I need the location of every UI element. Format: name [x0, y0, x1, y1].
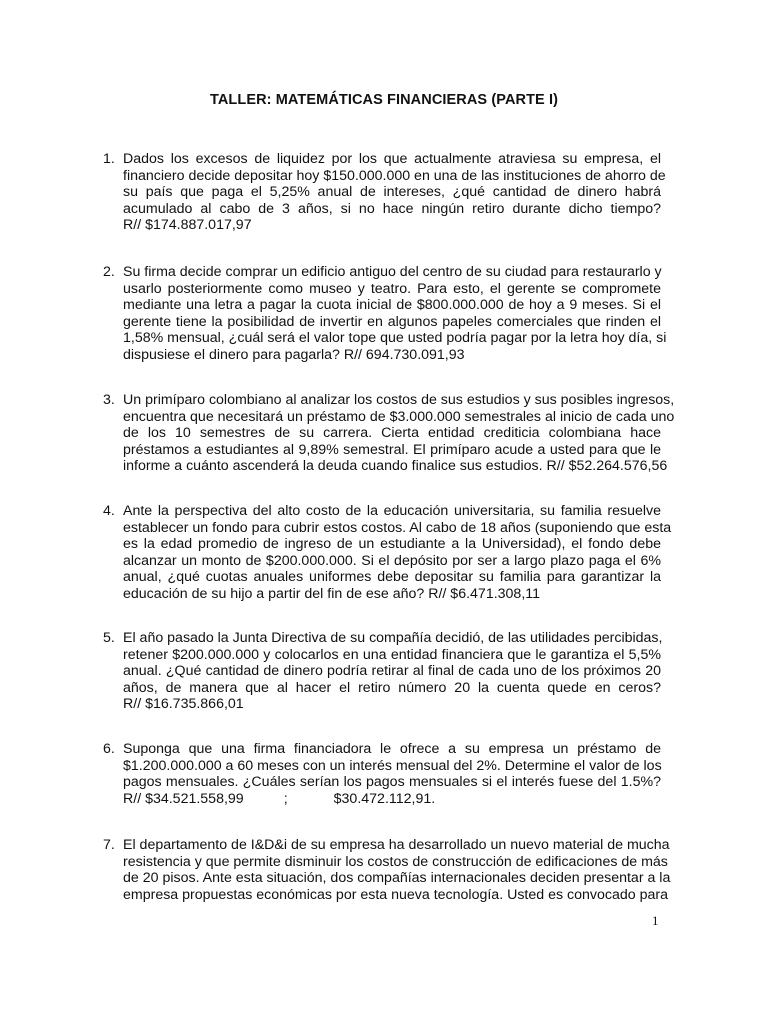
problem-1: [103, 151, 666, 234]
problem-line: El departamento de I&D&i de su empresa ha desarrollado un nuevo material de mucha: [123, 837, 670, 853]
problem-5: [103, 630, 661, 713]
answer-second: $30.472.112,91.: [333, 790, 436, 807]
problem-line: Dados los excesos de liquidez por los que actualmente atraviesa su empresa, el: [123, 151, 661, 167]
problem-line: usarlo posteriormente como museo y teatro. Para esto, el gerente se compromete: [123, 280, 661, 297]
answer-separator: ;: [283, 790, 288, 807]
problem-line: financiero decide depositar hoy $150.000.000 en una de las instituciones de ahorro de: [123, 167, 666, 184]
problem-number: 3.: [103, 392, 115, 408]
page-number: 1: [652, 913, 659, 928]
problem-text: [123, 837, 671, 903]
problem-line: Un primíparo colombiano al analizar los costos de sus estudios y sus posibles ingresos,: [123, 392, 675, 408]
problem-line: mediante una letra a pagar la cuota inicial de $800.000.000 de hoy a 9 meses. Si el: [123, 297, 661, 314]
problem-line: de 20 pisos. Ante esta situación, dos compañías internacionales deciden presentar a la: [123, 870, 671, 887]
problem-line: es la edad promedio de ingreso de un estudiante a la Universidad), el fondo debe: [123, 536, 661, 553]
problem-text: [123, 151, 666, 234]
problem-line: de los 10 semestres de su carrera. Cierta entidad crediticia colombiana hace: [123, 425, 661, 442]
problem-7: [103, 837, 671, 903]
problem-text: [123, 741, 661, 807]
problem-answer: informe a cuánto ascenderá la deuda cuando finalice sus estudios. R// $52.264.576,56: [123, 458, 668, 475]
problem-number: 5.: [103, 630, 115, 646]
problem-line: préstamos a estudiantes al 9,89% semestral. El primíparo acude a usted para que le: [123, 441, 661, 458]
problem-6: [103, 741, 661, 807]
problem-line: gerente tiene la posibilidad de invertir en algunos papeles comerciales que rinden el: [123, 313, 661, 330]
problem-line: Ante la perspectiva del alto costo de la educación universitaria, su familia resuelve: [123, 503, 661, 519]
problem-line: anual. ¿Qué cantidad de dinero podría retirar al final de cada uno de los próximos 20: [123, 663, 661, 680]
problem-2: [103, 264, 667, 364]
problem-line: resistencia y que permite disminuir los costos de construcción de edificaciones de más: [123, 853, 668, 870]
problem-line: Suponga que una firma financiadora le ofrece a su empresa un préstamo de: [123, 741, 661, 757]
page-title: TALLER: MATEMÁTICAS FINANCIERAS (PARTE I): [209, 92, 559, 108]
problem-line: años, de manera que al hacer el retiro número 20 la cuenta quede en ceros?: [123, 679, 661, 696]
problem-line: establecer un fondo para cubrir estos costos. Al cabo de 18 años (suponiendo que esta: [123, 519, 672, 536]
problem-line: encuentra que necesitará un préstamo de $3.000.000 semestrales al inicio de cada uno: [123, 408, 675, 425]
answer-first: R// $34.521.558,99: [123, 790, 244, 807]
problem-answer: R// $174.887.017,97: [123, 217, 252, 234]
problem-line: retener $200.000.000 y colocarlos en una entidad financiera que le garantiza el 5,5%: [123, 646, 661, 663]
problem-text: [123, 264, 667, 364]
problem-4: [103, 503, 672, 603]
problem-line: 1,58% mensual, ¿cuál será el valor tope que usted podría pagar por la letra hoy día, si: [123, 330, 667, 347]
problem-line: Su firma decide comprar un edificio antiguo del centro de su ciudad para restaurarlo y: [123, 264, 662, 280]
problem-answer: educación de su hijo a partir del fin de ese año? R// $6.471.308,11: [123, 585, 540, 602]
problem-number: 1.: [103, 151, 115, 167]
problem-answer: dispusiese el dinero para pagarla? R// 694.730.091,93: [123, 346, 465, 363]
problem-line: empresa propuestas económicas por esta nueva tecnología. Usted es convocado para: [123, 886, 668, 903]
problem-line: alcanzar un monto de $200.000.000. Si el depósito por ser a largo plazo paga el 6%: [123, 552, 661, 569]
problem-line: anual, ¿qué cuotas anuales uniformes debe depositar su familia para garantizar la: [123, 569, 661, 586]
problem-number: 7.: [103, 837, 115, 853]
problem-number: 4.: [103, 503, 115, 519]
problem-number: 2.: [103, 264, 115, 280]
problem-answer: [123, 791, 661, 808]
problem-text: [123, 392, 675, 475]
problem-3: [103, 392, 675, 475]
problem-text: [123, 630, 661, 713]
problem-answer: R// $16.735.866,01: [123, 696, 244, 713]
problem-text: [123, 503, 672, 603]
problem-number: 6.: [103, 741, 115, 757]
problem-line: su país que paga el 5,25% anual de intereses, ¿qué cantidad de dinero habrá: [123, 184, 661, 201]
problem-line: acumulado al cabo de 3 años, si no hace ningún retiro durante dicho tiempo?: [123, 200, 661, 217]
problem-line: $1.200.000.000 a 60 meses con un interés mensual del 2%. Determine el valor de los: [123, 757, 662, 774]
problem-line: El año pasado la Junta Directiva de su compañía decidió, de las utilidades percibidas,: [123, 630, 663, 646]
problem-line: pagos mensuales. ¿Cuáles serían los pagos mensuales si el interés fuese del 1.5%?: [123, 774, 661, 791]
